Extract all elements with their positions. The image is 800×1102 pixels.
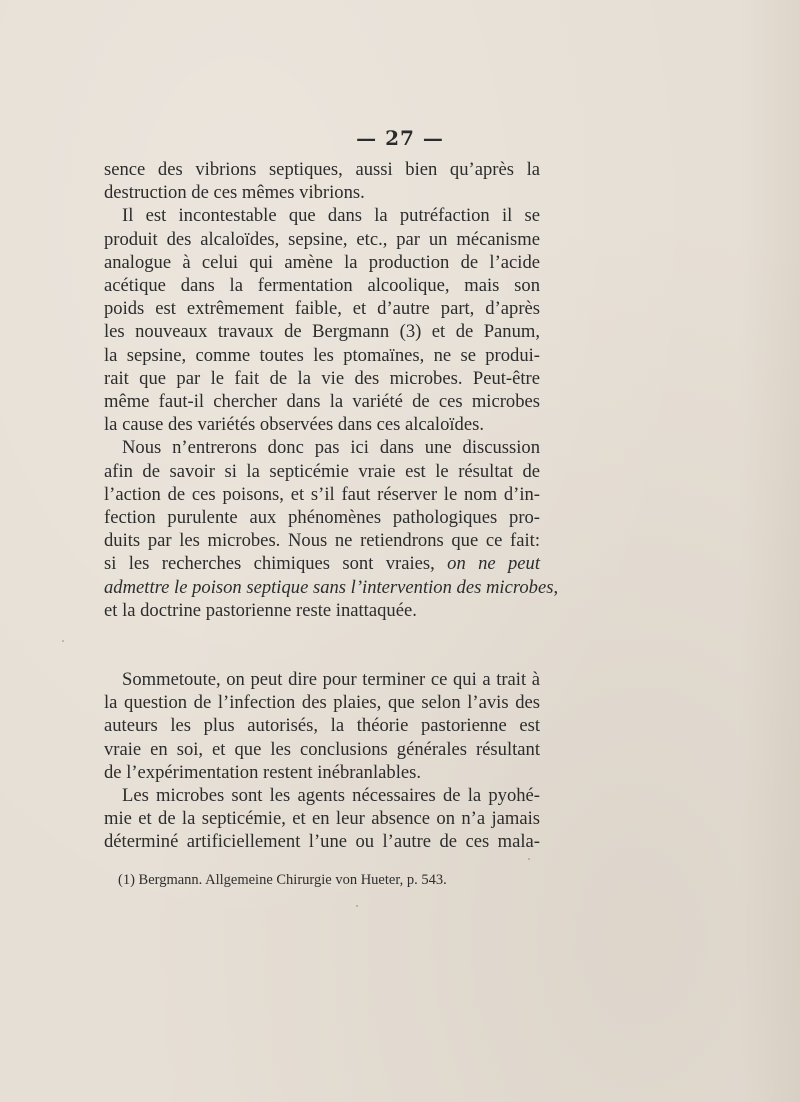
text-line: afin de savoir si la septicémie vraie est le résultat de bbox=[104, 460, 540, 482]
italic-run: admettre le poison septique sans l’intervention des microbes bbox=[104, 576, 554, 598]
body-text bbox=[104, 158, 559, 854]
text-run: , bbox=[553, 576, 559, 598]
text-line bbox=[104, 576, 559, 599]
text-line: Il est incontestable que dans la putréfaction il se bbox=[122, 205, 540, 227]
text-line: analogue à celui qui amène la production de l’acide bbox=[104, 251, 540, 273]
text-line: Sommetoute, on peut dire pour terminer ce qui a trait à bbox=[122, 669, 540, 691]
text-line: rait que par le fait de la vie des microbes. Peut-être bbox=[104, 367, 540, 389]
text-line: auteurs les plus autorisés, la théorie pastorienne est bbox=[104, 715, 540, 737]
text-line: même faut-il chercher dans la variété de ces microbes bbox=[104, 391, 540, 413]
text-line: la cause des variétés observées dans ces alcaloïdes. bbox=[104, 414, 484, 436]
text-line: la question de l’infection des plaies, que selon l’avis des bbox=[104, 692, 540, 714]
text-line bbox=[104, 552, 540, 575]
page-number: — 27 — bbox=[356, 126, 444, 150]
text-line: mie et de la septicémie, et en leur absence on n’a jamais bbox=[104, 808, 540, 830]
text-line: Les microbes sont les agents nécessaires de la pyohé- bbox=[122, 785, 540, 807]
italic-run: on ne peut bbox=[447, 553, 541, 575]
text-line: déterminé artificiellement l’une ou l’autre de ces mala- bbox=[104, 831, 540, 853]
text-line: destruction de ces mêmes vibrions. bbox=[104, 182, 365, 204]
text-line: fection purulente aux phénomènes pathologiques pro- bbox=[104, 507, 540, 529]
text-line: duits par les microbes. Nous ne retiendrons que ce fait: bbox=[104, 530, 540, 552]
section-gap bbox=[104, 622, 540, 668]
text-line: la sepsine, comme toutes les ptomaïnes, ne se produi- bbox=[104, 344, 540, 366]
text-line: l’action de ces poisons, et s’il faut réserver le nom d’in- bbox=[104, 483, 540, 505]
text-line: de l’expérimentation restent inébranlables. bbox=[104, 761, 422, 783]
footnote: (1) Bergmann. Allgemeine Chirurgie von Hueter, p. 543. bbox=[118, 872, 447, 888]
text-line: et la doctrine pastorienne reste inattaquée. bbox=[104, 599, 417, 621]
paper-speck bbox=[528, 858, 530, 860]
text-line: acétique dans la fermentation alcoolique, mais son bbox=[104, 275, 540, 297]
text-run: si les recherches chimiques sont vraies, bbox=[104, 553, 435, 575]
text-line: vraie en soi, et que les conclusions générales résultant bbox=[104, 738, 540, 760]
text-line: sence des vibrions septiques, aussi bien qu’après la bbox=[104, 159, 540, 180]
text-line: poids est extrêmement faible, et d’autre part, d’après bbox=[104, 298, 540, 320]
text-line: les nouveaux travaux de Bergmann (3) et de Panum, bbox=[104, 321, 540, 343]
paper-speck bbox=[356, 905, 358, 907]
paper-speck bbox=[62, 640, 64, 642]
text-line: produit des alcaloïdes, sepsine, etc., par un mécanisme bbox=[104, 228, 540, 250]
text-line: Nous n’entrerons donc pas ici dans une discussion bbox=[122, 437, 540, 459]
